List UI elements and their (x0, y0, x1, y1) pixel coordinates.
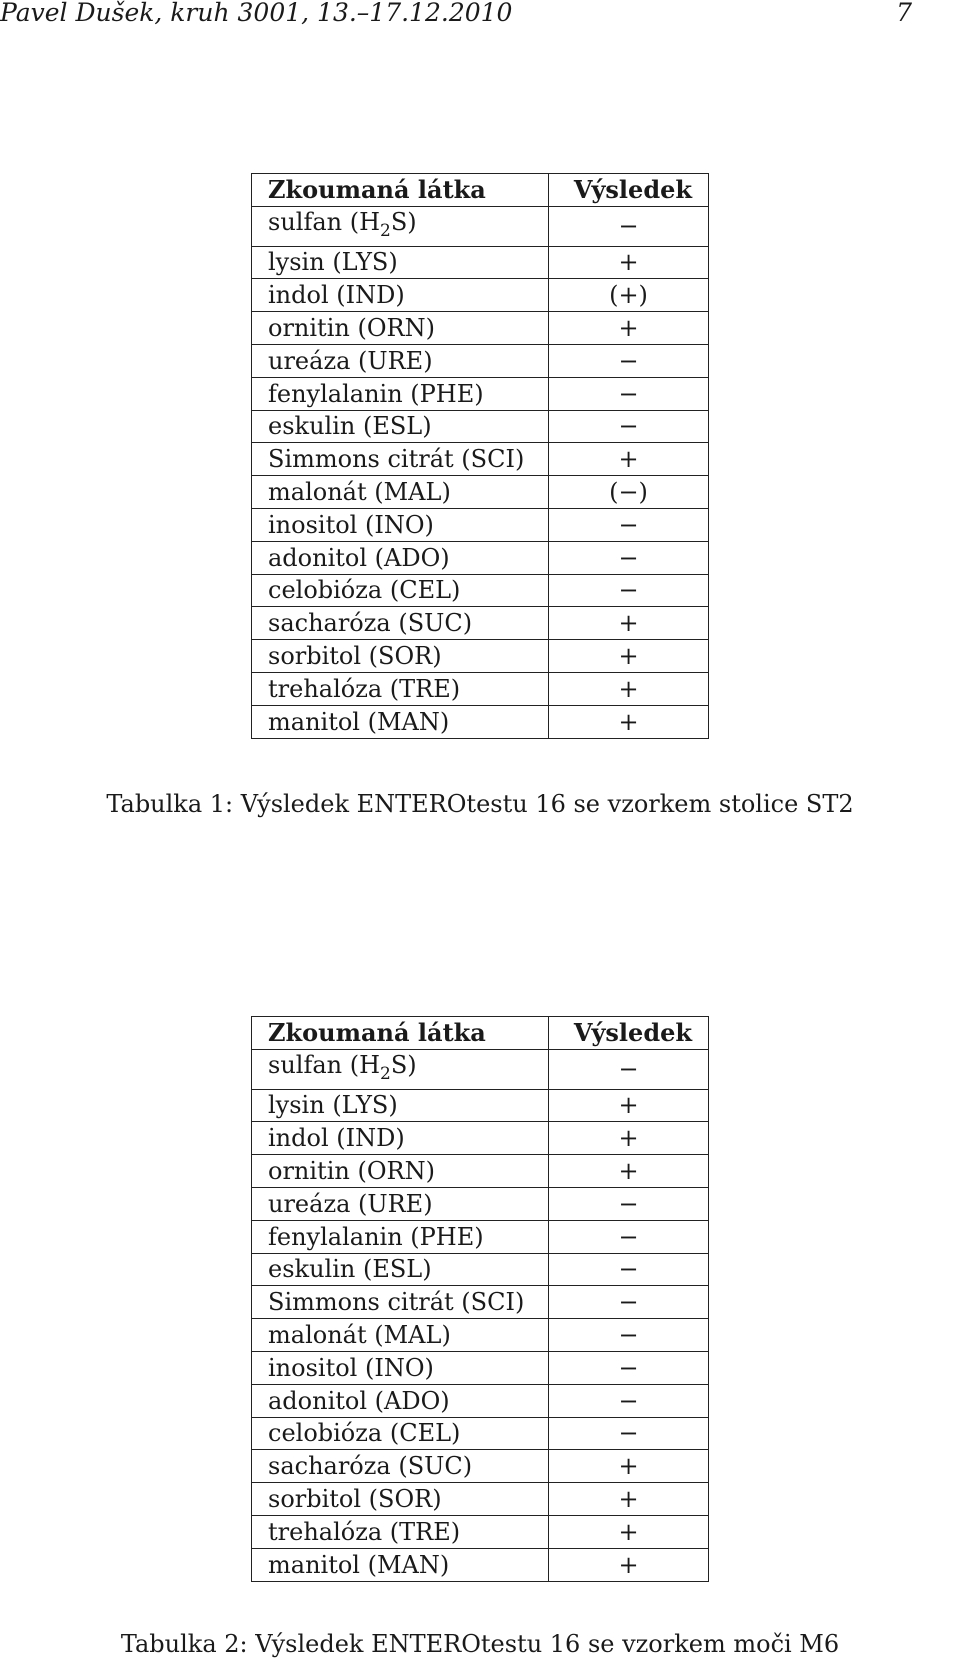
result-cell: + (549, 1483, 709, 1516)
result-cell: (+) (549, 279, 709, 312)
substance-cell: ureáza (URE) (252, 1187, 549, 1220)
substance-cell: celobióza (CEL) (252, 1417, 549, 1450)
substance-cell: sacharóza (SUC) (252, 607, 549, 640)
substance-cell: adonitol (ADO) (252, 541, 549, 574)
result-cell: + (549, 1450, 709, 1483)
substance-cell: eskulin (ESL) (252, 1253, 549, 1286)
table-row (252, 1220, 709, 1253)
substance-cell: malonát (MAL) (252, 476, 549, 509)
result-cell: − (549, 344, 709, 377)
substance-cell: indol (IND) (252, 279, 549, 312)
result-cell: − (549, 1220, 709, 1253)
result-cell: + (549, 607, 709, 640)
substance-cell: celobióza (CEL) (252, 574, 549, 607)
substance-cell: ureáza (URE) (252, 344, 549, 377)
table-row (252, 1515, 709, 1548)
substance-cell: trehalóza (TRE) (252, 1515, 549, 1548)
result-cell: − (549, 1319, 709, 1352)
substance-cell: fenylalanin (PHE) (252, 1220, 549, 1253)
result-cell: − (549, 410, 709, 443)
table-row (252, 574, 709, 607)
table-row (252, 705, 709, 738)
result-cell: − (549, 1187, 709, 1220)
table-row (252, 344, 709, 377)
substance-cell: Simmons citrát (SCI) (252, 443, 549, 476)
table-row (252, 410, 709, 443)
page-number: 7 (896, 0, 912, 27)
substance-cell: adonitol (ADO) (252, 1384, 549, 1417)
results-table-1 (251, 173, 709, 739)
result-cell: + (549, 1122, 709, 1155)
result-cell: − (549, 1417, 709, 1450)
table-row (252, 1483, 709, 1516)
table-header-row (252, 174, 709, 207)
table-row (252, 1450, 709, 1483)
table-row (252, 279, 709, 312)
substance-cell: manitol (MAN) (252, 705, 549, 738)
substance-cell: ornitin (ORN) (252, 1155, 549, 1188)
table-row (252, 476, 709, 509)
table-row (252, 1187, 709, 1220)
result-cell: − (549, 1384, 709, 1417)
result-cell: − (549, 1286, 709, 1319)
substance-cell: sorbitol (SOR) (252, 1483, 549, 1516)
table-row (252, 377, 709, 410)
table-row (252, 640, 709, 673)
table-2-caption: Tabulka 2: Výsledek ENTEROtestu 16 se vzorkem moči M6 (120, 1630, 840, 1658)
table-1-caption: Tabulka 1: Výsledek ENTEROtestu 16 se vzorkem stolice ST2 (106, 790, 854, 818)
result-cell: − (549, 206, 709, 246)
result-cell: − (549, 541, 709, 574)
result-cell: (−) (549, 476, 709, 509)
substance-cell: sulfan $(H_2S)$ (252, 1049, 549, 1089)
substance-cell: trehalóza (TRE) (252, 672, 549, 705)
column-header-substance: Zkoumaná látka (252, 174, 549, 207)
table-row (252, 1548, 709, 1581)
substance-cell: eskulin (ESL) (252, 410, 549, 443)
substance-cell: lysin (LYS) (252, 1089, 549, 1122)
substance-cell: ornitin (ORN) (252, 312, 549, 345)
result-cell: − (549, 377, 709, 410)
result-cell: + (549, 705, 709, 738)
table-row (252, 1155, 709, 1188)
result-cell: − (549, 1253, 709, 1286)
table-row (252, 1319, 709, 1352)
result-cell: + (549, 672, 709, 705)
result-cell: + (549, 640, 709, 673)
table-1-body (252, 174, 709, 739)
result-cell: + (549, 312, 709, 345)
table-row (252, 1417, 709, 1450)
result-cell: − (549, 508, 709, 541)
substance-cell: malonát (MAL) (252, 1319, 549, 1352)
table-row (252, 1286, 709, 1319)
result-cell: + (549, 1548, 709, 1581)
substance-cell: inositol (INO) (252, 1351, 549, 1384)
substance-cell: manitol (MAN) (252, 1548, 549, 1581)
substance-cell: fenylalanin (PHE) (252, 377, 549, 410)
table-row (252, 206, 709, 246)
table-header-row (252, 1017, 709, 1050)
column-header-result: Výsledek (549, 1017, 709, 1050)
table-row (252, 607, 709, 640)
result-cell: + (549, 246, 709, 279)
substance-cell: Simmons citrát (SCI) (252, 1286, 549, 1319)
result-cell: − (549, 1351, 709, 1384)
substance-cell: sulfan $(H_2S)$ (252, 206, 549, 246)
result-cell: + (549, 1515, 709, 1548)
table-row (252, 312, 709, 345)
result-cell: − (549, 1049, 709, 1089)
table-row (252, 1384, 709, 1417)
substance-cell: indol (IND) (252, 1122, 549, 1155)
column-header-substance: Zkoumaná látka (252, 1017, 549, 1050)
table-row (252, 508, 709, 541)
table-row (252, 672, 709, 705)
table-row (252, 1049, 709, 1089)
substance-cell: sacharóza (SUC) (252, 1450, 549, 1483)
result-cell: + (549, 443, 709, 476)
table-row (252, 1089, 709, 1122)
header-author-date: Pavel Dušek, kruh 3001, 13.–17.12.2010 (0, 0, 513, 27)
column-header-result: Výsledek (549, 174, 709, 207)
result-cell: + (549, 1089, 709, 1122)
result-cell: − (549, 574, 709, 607)
results-table-2 (251, 1016, 709, 1582)
substance-cell: sorbitol (SOR) (252, 640, 549, 673)
table-row (252, 1122, 709, 1155)
table-row (252, 541, 709, 574)
table-row (252, 443, 709, 476)
page-header (0, 0, 960, 30)
substance-cell: inositol (INO) (252, 508, 549, 541)
table-2-body (252, 1017, 709, 1582)
result-cell: + (549, 1155, 709, 1188)
table-row (252, 1351, 709, 1384)
table-row (252, 1253, 709, 1286)
substance-cell: lysin (LYS) (252, 246, 549, 279)
table-row (252, 246, 709, 279)
